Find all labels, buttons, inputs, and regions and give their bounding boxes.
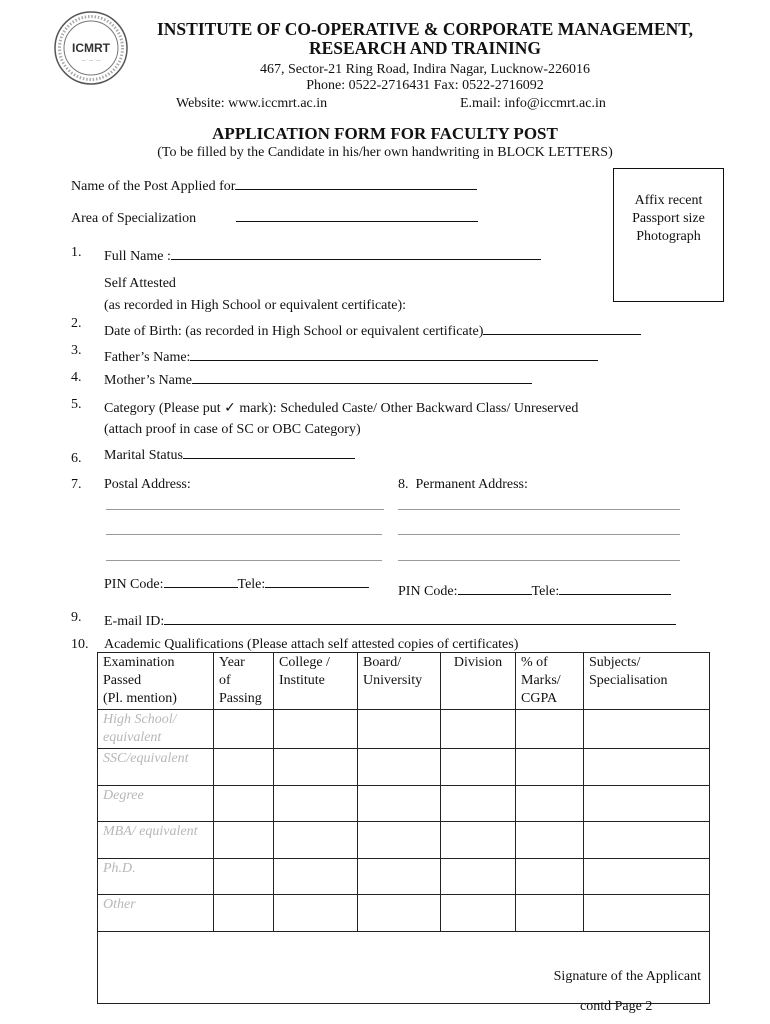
table-cell[interactable] <box>584 859 710 895</box>
item-number-3: 3. <box>71 343 82 358</box>
permanent-pin-field[interactable] <box>458 580 532 595</box>
full-name-field[interactable] <box>171 245 541 260</box>
permanent-address-line[interactable] <box>398 560 680 561</box>
table-cell[interactable] <box>584 710 710 749</box>
col-header-division: Division <box>441 653 516 710</box>
category-row <box>104 400 578 417</box>
permanent-pin-label: PIN Code: <box>398 584 458 599</box>
institute-name-line2: RESEARCH AND TRAINING <box>308 38 542 58</box>
table-cell[interactable] <box>358 895 441 932</box>
form-subtitle: (To be filled by the Candidate in his/her own handwriting in BLOCK LETTERS) <box>157 145 613 160</box>
email-field[interactable] <box>164 610 676 625</box>
table-cell[interactable] <box>358 786 441 822</box>
email-label: E-mail ID: <box>104 614 165 629</box>
table-cell[interactable] <box>274 822 358 859</box>
item-number-2: 2. <box>71 316 82 331</box>
category-label-end: mark): Scheduled Caste/ Other Backward Class/ Unreserved <box>239 401 579 416</box>
marital-row <box>104 444 355 464</box>
permanent-tele-field[interactable] <box>559 580 671 595</box>
self-attested-text: Self Attested <box>104 276 176 291</box>
postal-address-line[interactable] <box>106 509 384 510</box>
item-number-1: 1. <box>71 245 82 260</box>
table-row <box>98 786 710 822</box>
item-number-10: 10. <box>71 637 89 652</box>
post-applied-field[interactable] <box>235 175 477 190</box>
table-cell[interactable] <box>516 822 584 859</box>
postal-pin-label: PIN Code: <box>104 577 164 592</box>
row-label-ssc: SSC/equivalent <box>98 749 214 786</box>
institute-website: Website: www.iccmrt.ac.in <box>176 96 328 111</box>
category-label-start: Category (Please put <box>104 401 221 416</box>
check-mark-icon: ✓ <box>224 400 236 416</box>
table-cell[interactable] <box>214 786 274 822</box>
table-cell[interactable] <box>584 786 710 822</box>
row-label-high-school: High School/ equivalent <box>98 710 214 749</box>
col-header-college: College / Institute <box>274 653 358 710</box>
table-cell[interactable] <box>358 859 441 895</box>
col-header-subjects: Subjects/ Specialisation <box>584 653 710 710</box>
postal-pin-field[interactable] <box>164 573 238 588</box>
row-label-degree: Degree <box>98 786 214 822</box>
item-number-6: 6. <box>71 451 82 466</box>
category-note: (attach proof in case of SC or OBC Category) <box>104 422 361 437</box>
table-row <box>98 749 710 786</box>
table-row <box>98 710 710 749</box>
table-row <box>98 822 710 859</box>
institute-phone: Phone: 0522-2716431 Fax: 0522-2716092 <box>306 78 544 93</box>
qualifications-table <box>97 652 710 1004</box>
table-cell[interactable] <box>441 859 516 895</box>
postal-tele-field[interactable] <box>265 573 369 588</box>
table-cell[interactable] <box>358 749 441 786</box>
permanent-pin-tele-row <box>398 580 671 600</box>
table-cell[interactable] <box>274 749 358 786</box>
table-cell[interactable] <box>441 749 516 786</box>
table-cell[interactable] <box>584 895 710 932</box>
col-header-marks: % of Marks/ CGPA <box>516 653 584 710</box>
mother-name-field[interactable] <box>192 369 532 384</box>
table-cell[interactable] <box>358 822 441 859</box>
table-cell[interactable] <box>214 710 274 749</box>
dob-field[interactable] <box>483 320 641 335</box>
marital-status-field[interactable] <box>183 444 355 459</box>
dob-label: Date of Birth: (as recorded in High School or equivalent certificate) <box>104 324 484 339</box>
photo-box[interactable] <box>613 168 724 302</box>
item-number-4: 4. <box>71 370 82 385</box>
specialization-row <box>71 207 478 227</box>
father-name-label: Father’s Name: <box>104 350 191 365</box>
table-cell[interactable] <box>214 859 274 895</box>
form-title: APPLICATION FORM FOR FACULTY POST <box>212 124 558 143</box>
marital-status-label: Marital Status <box>104 448 183 463</box>
recorded-note: (as recorded in High School or equivalent certificate): <box>104 298 407 313</box>
specialization-field[interactable] <box>236 207 478 222</box>
item-number-5: 5. <box>71 397 82 412</box>
permanent-address-line[interactable] <box>398 534 680 535</box>
full-name-row <box>104 245 541 265</box>
permanent-tele-label: Tele: <box>531 584 560 599</box>
table-cell[interactable] <box>214 822 274 859</box>
permanent-address-block <box>398 477 528 493</box>
postal-address-label: Postal Address: <box>104 477 191 492</box>
logo-text: ICMRT <box>72 41 110 55</box>
row-label-phd: Ph.D. <box>98 859 214 895</box>
table-cell[interactable] <box>274 859 358 895</box>
row-label-other: Other <box>98 895 214 932</box>
post-applied-row <box>71 175 477 195</box>
col-header-board: Board/ University <box>358 653 441 710</box>
table-cell[interactable] <box>516 786 584 822</box>
institute-address: 467, Sector-21 Ring Road, Indira Nagar, Lucknow-226016 <box>259 62 591 77</box>
item-number-8: 8. <box>398 477 409 492</box>
institute-logo <box>53 10 129 86</box>
photo-box-line1: Affix recent <box>634 193 703 208</box>
father-name-field[interactable] <box>190 346 598 361</box>
col-header-examination: Examination Passed (Pl. mention) <box>98 653 214 710</box>
table-header-row <box>98 653 710 710</box>
table-cell[interactable] <box>516 895 584 932</box>
svg-text:— · — · —: — · — · — <box>81 57 101 62</box>
table-cell[interactable] <box>516 749 584 786</box>
table-row <box>98 895 710 932</box>
full-name-label: Full Name : <box>104 249 171 264</box>
dob-row <box>104 320 641 340</box>
father-row <box>104 346 598 366</box>
permanent-address-label: Permanent Address: <box>415 477 528 492</box>
academic-qualifications-label: Academic Qualifications (Please attach self attested copies of certificates) <box>104 637 519 652</box>
specialization-label: Area of Specialization <box>71 211 197 226</box>
mother-name-label: Mother’s Name <box>104 373 192 388</box>
table-cell[interactable] <box>441 895 516 932</box>
table-cell[interactable] <box>516 710 584 749</box>
signature-cell[interactable] <box>98 932 710 1004</box>
table-cell[interactable] <box>214 895 274 932</box>
table-cell[interactable] <box>441 822 516 859</box>
institute-name-line1: INSTITUTE OF CO-OPERATIVE & CORPORATE MANAGEMENT, <box>156 19 694 39</box>
table-cell[interactable] <box>274 710 358 749</box>
table-cell[interactable] <box>274 895 358 932</box>
table-cell[interactable] <box>358 710 441 749</box>
table-cell[interactable] <box>516 859 584 895</box>
table-cell[interactable] <box>441 786 516 822</box>
postal-address-line[interactable] <box>106 534 382 535</box>
photo-box-line3: Photograph <box>636 229 701 244</box>
row-label-mba: MBA/ equivalent <box>98 822 214 859</box>
table-cell[interactable] <box>584 749 710 786</box>
email-row <box>104 610 676 630</box>
postal-address-line[interactable] <box>106 560 382 561</box>
permanent-address-line[interactable] <box>398 509 680 510</box>
postal-tele-label: Tele: <box>237 577 266 592</box>
post-applied-label: Name of the Post Applied for <box>71 179 236 194</box>
institute-email: E.mail: info@iccmrt.ac.in <box>460 96 606 111</box>
table-row <box>98 859 710 895</box>
mother-row <box>104 369 532 389</box>
col-header-year: Year of Passing <box>214 653 274 710</box>
item-number-9: 9. <box>71 610 82 625</box>
signature-label: Signature of the Applicant <box>553 969 701 984</box>
table-cell[interactable] <box>584 822 710 859</box>
postal-pin-tele-row <box>104 573 369 593</box>
photo-box-line2: Passport size <box>632 211 705 226</box>
table-cell[interactable] <box>214 749 274 786</box>
table-cell[interactable] <box>441 710 516 749</box>
table-cell[interactable] <box>274 786 358 822</box>
item-number-7: 7. <box>71 477 82 492</box>
signature-row <box>98 932 710 1004</box>
continued-footer: contd Page 2 <box>580 999 653 1014</box>
